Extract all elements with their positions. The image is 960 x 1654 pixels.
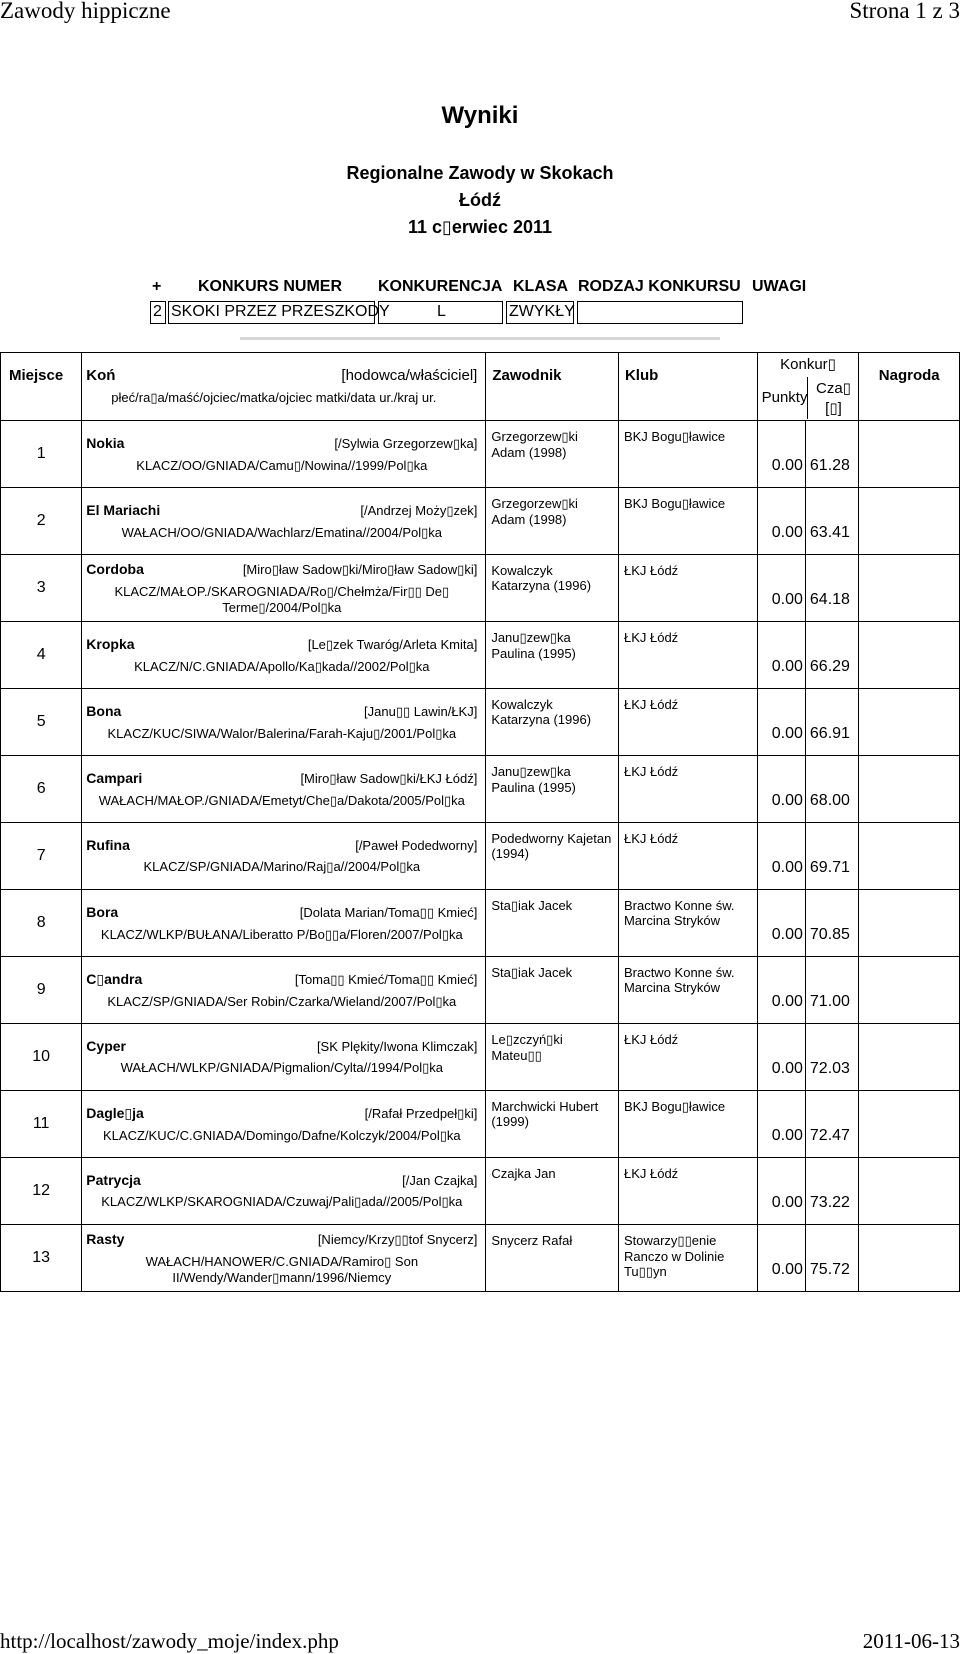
cell-points: 0.00	[757, 1091, 805, 1158]
table-row	[1, 890, 960, 957]
horse-details: KLACZ/WLKP/BUŁANA/Liberatto P/Bo▯▯a/Floren/2007/Pol▯ka	[100, 926, 463, 942]
horse-details: WAŁACH/MAŁOP./GNIADA/Emetyt/Che▯a/Dakota/2005/Pol▯ka	[98, 792, 465, 808]
cell-prize	[859, 1024, 960, 1091]
cell-time: 66.29	[805, 622, 859, 689]
horse-details: KLACZ/MAŁOP./SKAROGNIADA/Ro▯/Chełmża/Fir▯▯ De▯ Terme▯/2004/Pol▯ka	[114, 583, 450, 615]
cell-time: 61.28	[805, 421, 859, 488]
event-name: Regionalne Zawody w Skokach	[346, 163, 614, 183]
event-city: Łódź	[459, 190, 501, 210]
cell-prize	[859, 1158, 960, 1225]
cell-place: 4	[1, 622, 82, 689]
competition-header-number: KONKURS NUMER	[198, 278, 342, 295]
horse-details: KLACZ/SP/GNIADA/Ser Robin/Czarka/Wieland/2007/Pol▯ka	[107, 993, 457, 1009]
cell-points: 0.00	[757, 957, 805, 1024]
horse-details: KLACZ/WLKP/SKAROGNIADA/Czuwaj/Pali▯ada//2005/Pol▯ka	[101, 1194, 463, 1209]
cell-rider: Janu▯zew▯ka Paulina (1995)	[486, 756, 619, 823]
column-header-horse	[82, 353, 486, 421]
cell-horse	[82, 756, 486, 823]
column-header-breeder-owner: [hodowca/właściciel]	[341, 367, 478, 384]
cell-place: 7	[1, 823, 82, 890]
cell-rider: Grzegorzew▯ki Adam (1998)	[486, 488, 619, 555]
cell-prize	[859, 756, 960, 823]
cell-horse	[82, 957, 486, 1024]
cell-time: 73.22	[805, 1158, 859, 1225]
cell-place: 6	[1, 756, 82, 823]
cell-time: 64.18	[805, 555, 859, 622]
divider	[240, 337, 720, 340]
cell-place: 5	[1, 689, 82, 756]
cell-rider: Kowalczyk Katarzyna (1996)	[486, 555, 619, 622]
cell-place: 10	[1, 1024, 82, 1091]
horse-owner: [/Sylwia Grzegorzew▯ka]	[334, 435, 478, 451]
cell-rider: Sta▯iak Jacek	[486, 890, 619, 957]
cell-place: 9	[1, 957, 82, 1024]
cell-points: 0.00	[757, 622, 805, 689]
competition-class-field: L	[378, 301, 503, 324]
table-row	[1, 555, 960, 622]
horse-name: Rasty	[86, 1230, 125, 1247]
horse-details: KLACZ/SP/GNIADA/Marino/Raj▯a//2004/Pol▯ka	[143, 859, 421, 874]
column-header-konkurs	[757, 353, 859, 421]
horse-name: Dagle▯ja	[86, 1104, 144, 1121]
horse-details: WAŁACH/HANOWER/C.GNIADA/Ramiro▯ Son II/Wendy/Wander▯mann/1996/Niemcy	[145, 1253, 419, 1285]
cell-horse	[82, 689, 486, 756]
cell-horse	[82, 622, 486, 689]
cell-time: 68.00	[805, 756, 859, 823]
horse-name: C▯andra	[86, 970, 143, 987]
cell-points: 0.00	[757, 890, 805, 957]
cell-club: BKJ Bogu▯ławice	[618, 488, 757, 555]
horse-name: Campari	[86, 769, 143, 786]
cell-rider: Snycerz Rafał	[486, 1225, 619, 1292]
cell-prize	[859, 823, 960, 890]
cell-place: 2	[1, 488, 82, 555]
column-header-place: Miejsce	[1, 353, 82, 421]
horse-name: Rufina	[86, 837, 130, 853]
cell-points: 0.00	[757, 488, 805, 555]
competition-header-notes: UWAGI	[752, 278, 807, 295]
competition-header-name: KONKURENCJA	[378, 278, 503, 295]
cell-prize	[859, 555, 960, 622]
horse-name: Bora	[86, 903, 119, 920]
horse-name: El Mariachi	[86, 501, 161, 518]
cell-club: ŁKJ Łódź	[618, 1024, 757, 1091]
horse-owner: [/Jan Czajka]	[402, 1173, 478, 1188]
cell-points: 0.00	[757, 1024, 805, 1091]
competition-header-type: RODZAJ KONKURSU	[578, 278, 741, 295]
table-row	[1, 421, 960, 488]
cell-club: ŁKJ Łódź	[618, 1158, 757, 1225]
cell-club: ŁKJ Łódź	[618, 622, 757, 689]
cell-time: 72.47	[805, 1091, 859, 1158]
cell-prize	[859, 1225, 960, 1292]
horse-owner: [Toma▯▯ Kmieć/Toma▯▯ Kmieć]	[294, 971, 478, 987]
page-footer-date: 2011-06-13	[862, 1629, 960, 1653]
konkurs-label: Konkur▯	[780, 356, 836, 373]
table-row	[1, 756, 960, 823]
cell-rider: Sta▯iak Jacek	[486, 957, 619, 1024]
results-table	[0, 352, 960, 1292]
column-header-horse-label: Koń	[86, 367, 116, 384]
cell-horse	[82, 555, 486, 622]
cell-club: Bractwo Konne św. Marcina Stryków	[618, 957, 757, 1024]
competition-notes-field	[577, 301, 743, 324]
cell-prize	[859, 1091, 960, 1158]
cell-place: 11	[1, 1091, 82, 1158]
horse-details: WAŁACH/OO/GNIADA/Wachlarz/Ematina//2004/Pol▯ka	[121, 524, 443, 540]
cell-rider: Kowalczyk Katarzyna (1996)	[486, 689, 619, 756]
column-header-prize: Nagroda	[859, 353, 960, 421]
cell-horse	[82, 1225, 486, 1292]
cell-prize	[859, 488, 960, 555]
results-table-header	[1, 353, 960, 421]
cell-rider: Grzegorzew▯ki Adam (1998)	[486, 421, 619, 488]
cell-place: 13	[1, 1225, 82, 1292]
table-row	[1, 488, 960, 555]
cell-club: ŁKJ Łódź	[618, 689, 757, 756]
horse-name: Nokia	[86, 434, 125, 451]
cell-prize	[859, 421, 960, 488]
page-title: Wyniki	[441, 102, 519, 129]
cell-points: 0.00	[757, 1225, 805, 1292]
horse-owner: [/Rafał Przedpeł▯ki]	[364, 1105, 478, 1121]
table-row	[1, 1024, 960, 1091]
horse-owner: [Miro▯ław Sadow▯ki/ŁKJ Łódź]	[300, 770, 478, 786]
horse-details: KLACZ/KUC/SIWA/Walor/Balerina/Farah-Kaju▯/2001/Pol▯ka	[107, 725, 457, 741]
cell-time: 69.71	[805, 823, 859, 890]
horse-owner: [SK Plękity/Iwona Klimczak]	[316, 1039, 478, 1054]
cell-points: 0.00	[757, 1158, 805, 1225]
cell-horse	[82, 823, 486, 890]
competition-number-field: 2	[150, 301, 166, 324]
horse-details: KLACZ/OO/GNIADA/Camu▯/Nowina//1999/Pol▯ka	[136, 457, 428, 473]
horse-name: Kropka	[86, 635, 135, 652]
cell-time: 75.72	[805, 1225, 859, 1292]
cell-prize	[859, 622, 960, 689]
cell-horse	[82, 890, 486, 957]
table-row	[1, 957, 960, 1024]
cell-time: 63.41	[805, 488, 859, 555]
horse-details: KLACZ/N/C.GNIADA/Apollo/Ka▯kada//2002/Pol▯ka	[134, 658, 430, 674]
page-footer-url: http://localhost/zawody_moje/index.php	[0, 1629, 339, 1653]
cell-points: 0.00	[757, 421, 805, 488]
cell-club: Bractwo Konne św. Marcina Stryków	[618, 890, 757, 957]
horse-owner: [Le▯zek Twaróg/Arleta Kmita]	[307, 636, 478, 652]
cell-rider: Czajka Jan	[486, 1158, 619, 1225]
cell-points: 0.00	[757, 756, 805, 823]
page-header-pagenum: Strona 1 z 3	[849, 0, 960, 23]
cell-horse	[82, 488, 486, 555]
cell-place: 12	[1, 1158, 82, 1225]
competition-type-field: ZWYKŁY	[506, 301, 574, 324]
table-row	[1, 1091, 960, 1158]
cell-rider: Podedworny Kajetan (1994)	[486, 823, 619, 890]
cell-place: 8	[1, 890, 82, 957]
table-row	[1, 823, 960, 890]
page-header-title: Zawody hippiczne	[0, 0, 171, 23]
horse-name: Bona	[86, 702, 122, 719]
column-header-time: Cza▯ [▯]	[807, 377, 858, 419]
cell-club: ŁKJ Łódź	[618, 555, 757, 622]
competition-header-plus: +	[152, 278, 162, 295]
horse-name: Patrycja	[86, 1172, 141, 1188]
cell-club: BKJ Bogu▯ławice	[618, 1091, 757, 1158]
horse-name: Cyper	[86, 1038, 126, 1054]
table-row	[1, 689, 960, 756]
event-date: 11 c▯erwiec 2011	[407, 217, 553, 237]
horse-owner: [Miro▯ław Sadow▯ki/Miro▯ław Sadow▯ki]	[242, 561, 478, 577]
cell-horse	[82, 1091, 486, 1158]
horse-owner: [Niemcy/Krzy▯▯tof Snycerz]	[317, 1231, 478, 1247]
horse-name: Cordoba	[86, 560, 144, 577]
cell-time: 70.85	[805, 890, 859, 957]
cell-rider: Marchwicki Hubert (1999)	[486, 1091, 619, 1158]
horse-details: WAŁACH/WLKP/GNIADA/Pigmalion/Cylta//1994/Pol▯ka	[120, 1060, 444, 1075]
cell-time: 72.03	[805, 1024, 859, 1091]
cell-time: 71.00	[805, 957, 859, 1024]
cell-points: 0.00	[757, 823, 805, 890]
cell-time: 66.91	[805, 689, 859, 756]
cell-rider: Janu▯zew▯ka Paulina (1995)	[486, 622, 619, 689]
cell-place: 1	[1, 421, 82, 488]
column-header-horse-details: płeć/ra▯a/maść/ojciec/matka/ojciec matki/data ur./kraj ur.	[111, 390, 437, 405]
competition-header-class: KLASA	[513, 278, 569, 295]
cell-club: Stowarzy▯▯enie Ranczo w Dolinie Tu▯▯yn	[618, 1225, 757, 1292]
horse-owner: [/Paweł Podedworny]	[355, 838, 478, 853]
cell-prize	[859, 890, 960, 957]
cell-points: 0.00	[757, 555, 805, 622]
horse-details: KLACZ/KUC/C.GNIADA/Domingo/Dafne/Kolczyk/2004/Pol▯ka	[103, 1127, 461, 1143]
cell-place: 3	[1, 555, 82, 622]
results-table-body	[1, 421, 960, 1292]
cell-horse	[82, 1158, 486, 1225]
horse-owner: [Dolata Marian/Toma▯▯ Kmieć]	[299, 904, 478, 920]
table-row	[1, 1158, 960, 1225]
horse-owner: [/Andrzej Moży▯zek]	[360, 502, 478, 518]
column-header-points: Punkty	[761, 389, 808, 406]
cell-rider: Le▯zczyń▯ki Mateu▯▯	[486, 1024, 619, 1091]
table-row	[1, 1225, 960, 1292]
cell-prize	[859, 689, 960, 756]
table-row	[1, 622, 960, 689]
cell-horse	[82, 1024, 486, 1091]
column-header-rider: Zawodnik	[486, 353, 619, 421]
cell-horse	[82, 421, 486, 488]
cell-points: 0.00	[757, 689, 805, 756]
cell-club: ŁKJ Łódź	[618, 823, 757, 890]
horse-owner: [Janu▯▯ Lawin/ŁKJ]	[364, 703, 478, 719]
column-header-club: Klub	[618, 353, 757, 421]
cell-club: ŁKJ Łódź	[618, 756, 757, 823]
cell-club: BKJ Bogu▯ławice	[618, 421, 757, 488]
competition-name-field: SKOKI PRZEZ PRZESZKODY	[168, 301, 375, 324]
cell-prize	[859, 957, 960, 1024]
